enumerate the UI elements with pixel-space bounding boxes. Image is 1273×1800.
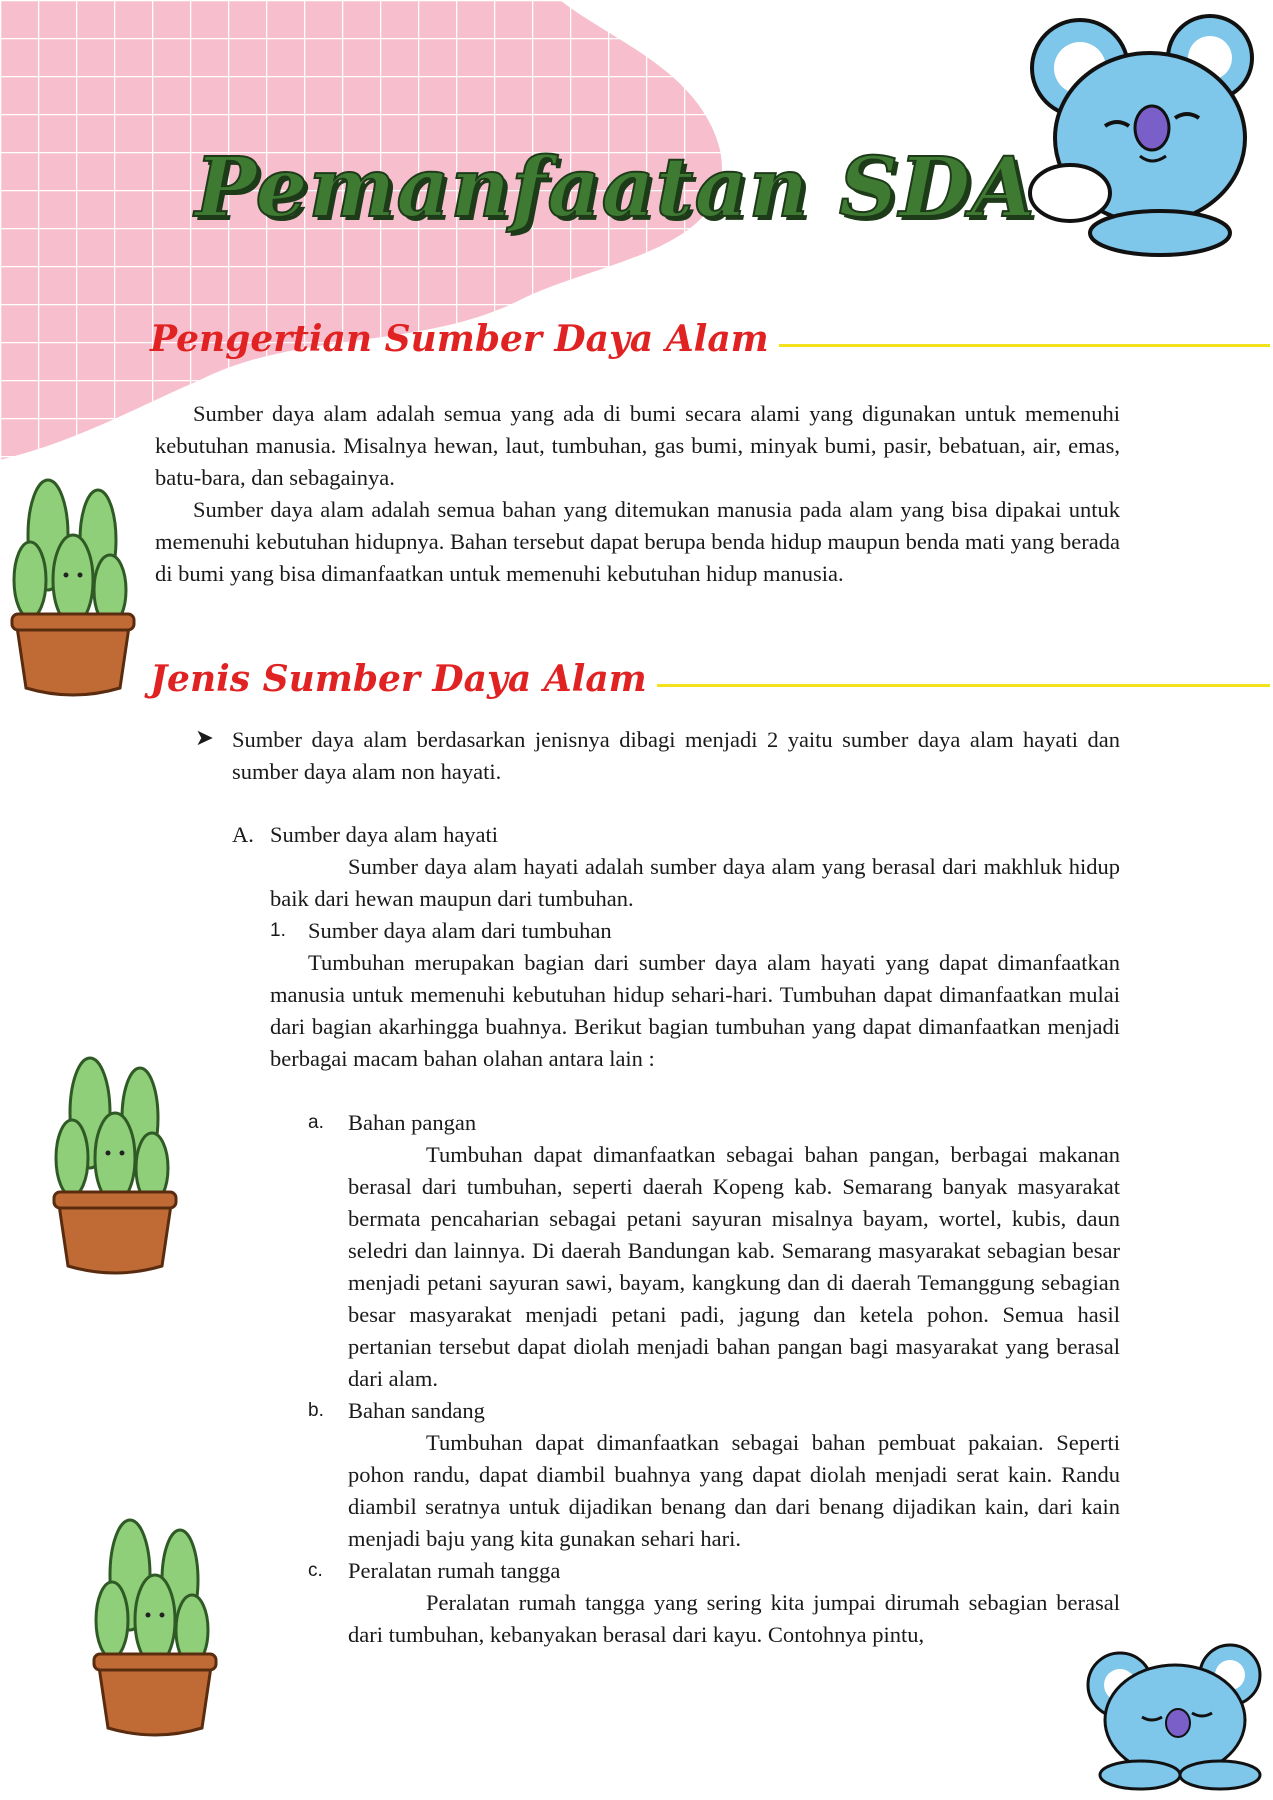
page-title: Pemanfaatan SDA — [195, 140, 1036, 236]
subheading: Sumber daya alam hayati — [270, 822, 499, 847]
paragraph: Tumbuhan dapat dimanfaatkan sebagai bahan pangan, berbagai makanan berasal dari tumbuhan, seperti daerah Kopeng kab. Semarang banyak masyarakat bermata pencaharian sebagai petani sayuran misalnya bayam, wortel, kubis, daun seledri dan lainnya. Di daerah Bandungan kab. Semarang masyarakat sebagian besar menjadi petani sayuran sawi, bayam, kangkung dan di daerah Temanggung sebagian besar masyarakat menjadi petani padi, jagung dan ketela pohon. Semua hasil pertanian tersebut dapat diolah menjadi bahan pangan bagi masyarakat yang berasal dari alam. — [348, 1142, 1120, 1391]
bullet-text: Sumber daya alam berdasarkan jenisnya dibagi menjadi 2 yaitu sumber daya alam hayati dan sumber daya alam non hayati. — [232, 727, 1120, 784]
heading-underline — [657, 684, 1270, 687]
paragraph: Tumbuhan merupakan bagian dari sumber daya alam hayati yang dapat dimanfaatkan manusia untuk memenuhi kebutuhan hidup sehari-hari. Tumbuhan dapat dimanfaatkan mulai dari bagian akarhingga buahnya. Berikut bagian tumbuhan yang dapat dimanfaatkan menjadi berbagai macam bahan olahan antara lain : — [270, 950, 1120, 1071]
list-marker: a. — [308, 1112, 324, 1133]
arrow-bullet-icon: ➤ — [195, 725, 214, 750]
subheading: Sumber daya alam dari tumbuhan — [308, 918, 612, 943]
paragraph: Sumber daya alam adalah semua yang ada di bumi secara alami yang digunakan untuk memenuhi kebutuhan manusia. Misalnya hewan, laut, tumbuhan, gas bumi, minyak bumi, pasir, bebatuan, air, emas, batu-bara, dan sebagainya. — [155, 401, 1120, 490]
list-marker: A. — [232, 822, 254, 847]
subheading: Peralatan rumah tangga — [348, 1558, 561, 1583]
cactus-icon — [90, 1510, 220, 1740]
subheading: Bahan pangan — [348, 1110, 477, 1135]
paragraph: Peralatan rumah tangga yang sering kita jumpai dirumah sebagian berasal dari tumbuhan, kebanyakan berasal dari kayu. Contohnya pintu, — [348, 1590, 1120, 1647]
paragraph: Sumber daya alam adalah semua bahan yang ditemukan manusia pada alam yang bisa dipakai untuk memenuhi kebutuhan hidupnya. Bahan tersebut dapat berupa benda hidup maupun benda mati yang berada di bumi yang bisa dimanfaatkan untuk memenuhi kebutuhan hidup manusia. — [155, 497, 1120, 586]
subheading: Bahan sandang — [348, 1398, 485, 1423]
list-marker: 1. — [270, 920, 286, 941]
sleeping-koala-icon — [1080, 1635, 1270, 1795]
cactus-icon — [8, 470, 138, 700]
section-heading-jenis — [150, 658, 1270, 700]
section-heading-pengertian — [150, 318, 1270, 360]
list-marker: b. — [308, 1400, 324, 1421]
paragraph: Tumbuhan dapat dimanfaatkan sebagai bahan pembuat pakaian. Seperti pohon randu, dapat diambil buahnya yang dapat diolah menjadi serat kain. Randu diambil seratnya untuk dijadikan benang dan dari benang dijadikan kain, dari kain menjadi baju yang kita gunakan sehari hari. — [348, 1430, 1120, 1551]
list-marker: c. — [308, 1560, 323, 1581]
section-heading-label: Pengertian Sumber Daya Alam — [150, 318, 769, 360]
paragraph: Sumber daya alam hayati adalah sumber daya alam yang berasal dari makhluk hidup baik dari hewan maupun dari tumbuhan. — [270, 854, 1120, 911]
heading-underline — [779, 344, 1270, 347]
cactus-icon — [50, 1048, 180, 1278]
section-heading-label: Jenis Sumber Daya Alam — [150, 658, 647, 700]
